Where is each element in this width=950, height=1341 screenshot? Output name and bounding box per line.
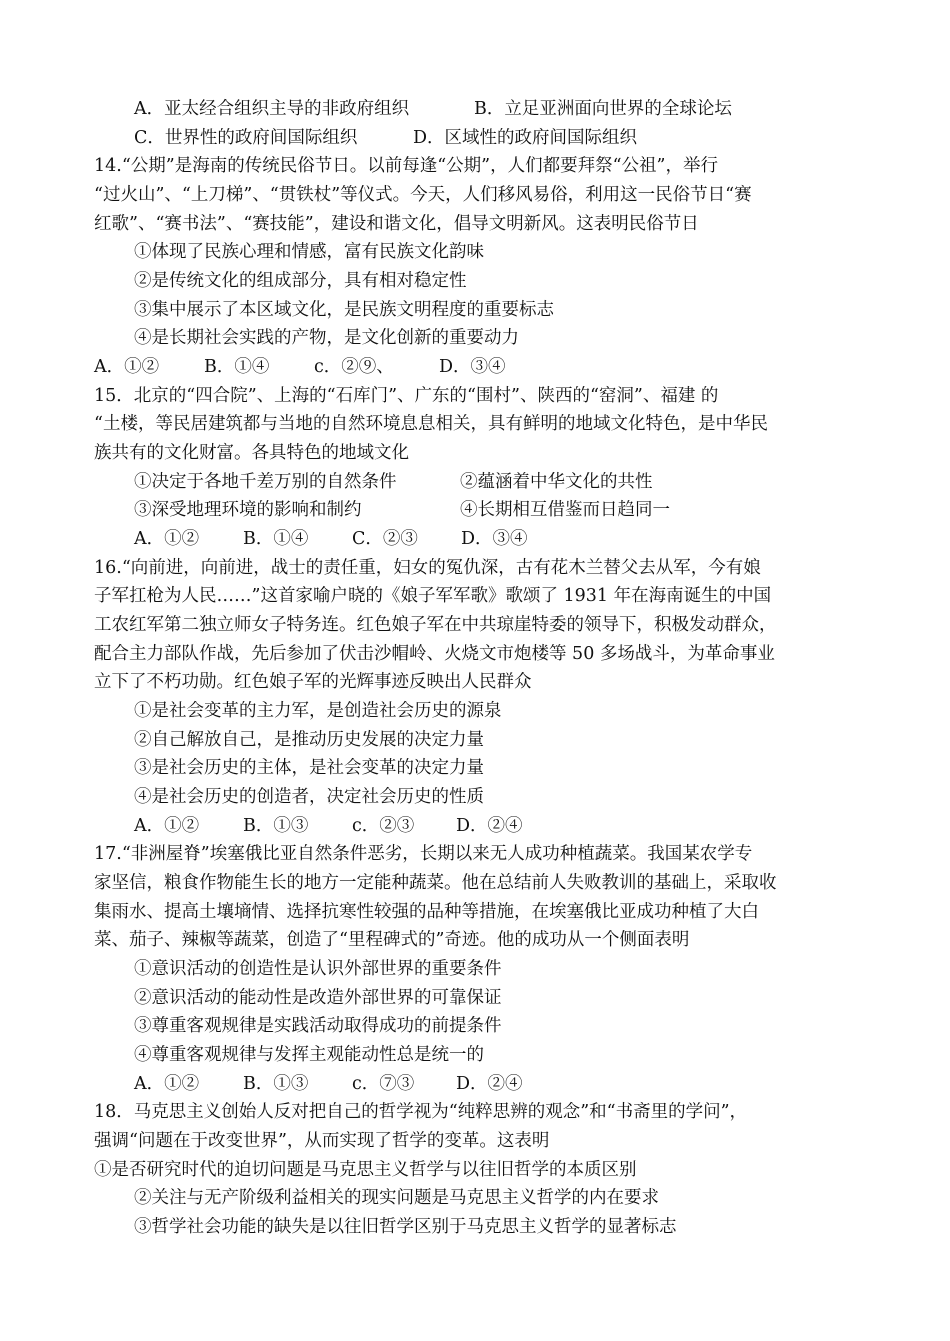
q17-stem-line-2: 家坚信，粮食作物能生长的地方一定能种蔬菜。他在总结前人失败教训的基础上，采取收 — [94, 873, 777, 893]
q18-stem-line-1: 18．马克思主义创始人反对把自己的哲学视为“纯粹思辨的观念”和“书斋里的学问”， — [94, 1102, 748, 1122]
q17-stem-line-3: 集雨水、提高土壤墒情、选择抗寒性较强的品种等措施，在埃塞俄比亚成功种植了大白 — [94, 902, 759, 922]
q15-item-3: ③深受地理环境的影响和制约 — [134, 500, 362, 520]
q13-options-row2 — [134, 126, 637, 150]
q14-stem-line-3: 红歌”、“赛书法”、“赛技能”，建设和谐文化，倡导文明新风。这表明民俗节日 — [94, 214, 699, 234]
q16-option-d: D．②④ — [456, 816, 523, 836]
q15-option-c: C．②③ — [352, 529, 418, 549]
q14-stem-line-2: “过火山”、“上刀梯”、“贯铁杖”等仪式。今天，人们移风易俗，利用这一民俗节日“赛 — [94, 185, 752, 205]
q17-option-d: D．②④ — [456, 1074, 523, 1094]
q14-item-1: ①体现了民族心理和情感，富有民族文化韵味 — [134, 242, 484, 262]
q16-option-a: A．①② — [134, 816, 200, 836]
q15-stem-line-1: 15．北京的“四合院”、上海的“石库门”、广东的“围村”、陕西的“窑洞”、福建 的 — [94, 386, 719, 406]
q15-items-row2 — [134, 498, 670, 522]
q17-option-a: A．①② — [134, 1074, 200, 1094]
q17-item-4: ④尊重客观规律与发挥主观能动性总是统一的 — [134, 1045, 484, 1065]
q13-option-c: C．世界性的政府间国际组织 — [134, 128, 358, 148]
q14-stem-line-1: 14.“公期”是海南的传统民俗节日。以前每逢“公期”，人们都要拜祭“公祖”，举行 — [94, 156, 719, 176]
q17-item-1: ①意识活动的创造性是认识外部世界的重要条件 — [134, 959, 502, 979]
q15-stem-line-3: 族共有的文化财富。各具特色的地域文化 — [94, 443, 409, 463]
q13-option-a: A．亚太经合组织主导的非政府组织 — [134, 99, 410, 119]
q16-item-1: ①是社会变革的主力军，是创造社会历史的源泉 — [134, 701, 502, 721]
q14-option-c: c．②⑨、 — [314, 357, 394, 377]
q16-option-c: c．②③ — [352, 816, 415, 836]
q13-options-row1 — [134, 97, 732, 121]
q16-stem-line-1: 16.“向前进，向前进，战士的责任重，妇女的冤仇深，古有花木兰替父去从军，今有娘 — [94, 558, 761, 578]
q16-option-b: B．①③ — [243, 816, 309, 836]
q17-option-c: c．⑦③ — [352, 1074, 415, 1094]
q14-item-2: ②是传统文化的组成部分，具有相对稳定性 — [134, 271, 467, 291]
q16-stem-line-3: 工农红军第二独立师女子特务连。红色娘子军在中共琼崖特委的领导下，积极发动群众， — [94, 615, 777, 635]
q17-options — [134, 1072, 523, 1096]
q15-option-d: D．③④ — [461, 529, 528, 549]
q16-stem-line-4: 配合主力部队作战，先后参加了伏击沙帽岭、火烧文市炮楼等 50 多场战斗，为革命事业 — [94, 644, 775, 664]
q15-items-row1 — [134, 470, 653, 494]
q16-item-3: ③是社会历史的主体，是社会变革的决定力量 — [134, 758, 484, 778]
q15-option-a: A．①② — [134, 529, 200, 549]
q14-option-d: D．③④ — [439, 357, 506, 377]
q14-option-b: B．①④ — [204, 357, 270, 377]
q15-item-4: ④长期相互借鉴而日趋同一 — [460, 500, 670, 520]
q14-option-a: A．①② — [94, 357, 160, 377]
q13-option-d: D．区域性的政府间国际组织 — [413, 128, 638, 148]
q18-stem-line-2: 强调“问题在于改变世界”，从而实现了哲学的变革。这表明 — [94, 1131, 550, 1151]
q17-item-3: ③尊重客观规律是实践活动取得成功的前提条件 — [134, 1016, 502, 1036]
q15-stem-line-2: “土楼，等民居建筑都与当地的自然环境息息相关，具有鲜明的地域文化特色，是中华民 — [94, 414, 768, 434]
q15-item-2: ②蕴涵着中华文化的共性 — [460, 472, 653, 492]
q16-options — [134, 814, 523, 838]
q15-option-b: B．①④ — [243, 529, 309, 549]
q16-item-4: ④是社会历史的创造者，决定社会历史的性质 — [134, 787, 484, 807]
q15-item-1: ①决定于各地千差万别的自然条件 — [134, 472, 397, 492]
q14-item-4: ④是长期社会实践的产物，是文化创新的重要动力 — [134, 328, 519, 348]
q16-item-2: ②自己解放自己，是推动历史发展的决定力量 — [134, 730, 484, 750]
q14-item-3: ③集中展示了本区域文化，是民族文明程度的重要标志 — [134, 300, 554, 320]
q16-stem-line-2: 子军扛枪为人民……”这首家喻户晓的《娘子军军歌》歌颂了 1931 年在海南诞生的中国 — [94, 586, 772, 606]
q18-item-2: ②关注与无产阶级利益相关的现实问题是马克思主义哲学的内在要求 — [134, 1188, 659, 1208]
q17-item-2: ②意识活动的能动性是改造外部世界的可靠保证 — [134, 988, 502, 1008]
q13-option-b: B．立足亚洲面向世界的全球论坛 — [474, 99, 732, 119]
q17-stem-line-4: 菜、茄子、辣椒等蔬菜，创造了“里程碑式的”奇迹。他的成功从一个侧面表明 — [94, 930, 690, 950]
q18-item-1: ①是否研究时代的迫切问题是马克思主义哲学与以往旧哲学的本质区别 — [94, 1160, 637, 1180]
q14-options — [94, 355, 506, 379]
q16-stem-line-5: 立下了不朽功勋。红色娘子军的光辉事迹反映出人民群众 — [94, 672, 532, 692]
q15-options — [134, 527, 528, 551]
q17-stem-line-1: 17.“非洲屋脊”埃塞俄比亚自然条件恶劣，长期以来无人成功种植蔬菜。我国某农学专 — [94, 844, 753, 864]
q18-item-3: ③哲学社会功能的缺失是以往旧哲学区别于马克思主义哲学的显著标志 — [134, 1217, 677, 1237]
q17-option-b: B．①③ — [243, 1074, 309, 1094]
